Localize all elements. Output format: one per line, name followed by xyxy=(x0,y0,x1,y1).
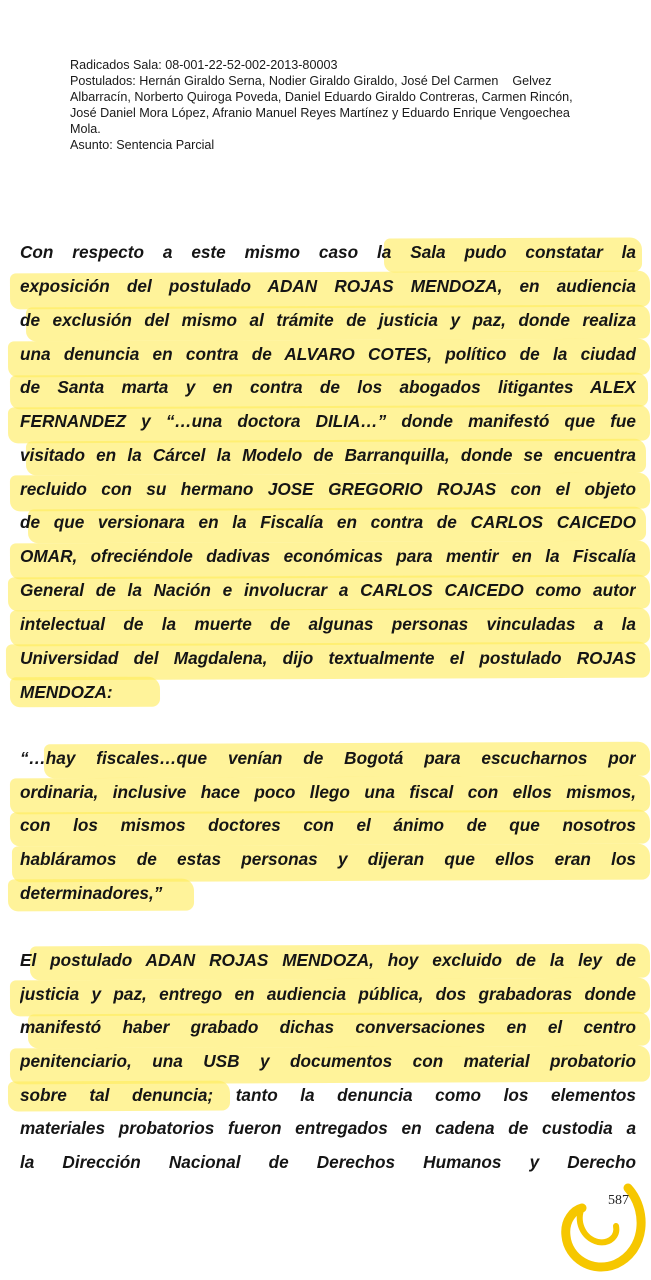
text-line: penitenciario, una USB y documentos con material probatorio xyxy=(20,1051,636,1071)
text-line: la Dirección Nacional de Derechos Humanos y Derecho xyxy=(20,1152,636,1172)
text-line: visitado en la Cárcel la Modelo de Barranquilla, donde se encuentra xyxy=(20,445,636,465)
text-line: determinadores,” xyxy=(20,883,163,903)
postulados-line: José Daniel Mora López, Afranio Manuel Reyes Martínez y Eduardo Enrique Vengoechea xyxy=(70,106,570,120)
text-line: de Santa marta y en contra de los abogados litigantes ALEX xyxy=(20,377,636,397)
text-line: habláramos de estas personas y dijeran que ellos eran los xyxy=(20,849,636,869)
text-line: sobre tal denuncia; tanto la denuncia como los elementos xyxy=(20,1085,636,1105)
swirl-logo-icon xyxy=(558,1180,650,1272)
page-number: 587 xyxy=(608,1193,629,1208)
text-line: justicia y paz, entrego en audiencia pública, dos grabadoras donde xyxy=(20,984,636,1004)
text-line: “…hay fiscales…que venían de Bogotá para escucharnos por xyxy=(20,748,636,768)
text-line: Universidad del Magdalena, dijo textualmente el postulado ROJAS xyxy=(20,648,636,668)
text-line: con los mismos doctores con el ánimo de que nosotros xyxy=(20,815,636,835)
asunto-line: Asunto: Sentencia Parcial xyxy=(70,138,215,152)
text-line: materiales probatorios fueron entregados en cadena de custodia a xyxy=(20,1118,636,1138)
text-line: MENDOZA: xyxy=(20,682,113,702)
text-line: recluido con su hermano JOSE GREGORIO ROJAS con el objeto xyxy=(20,479,636,499)
text-line: intelectual de la muerte de algunas personas vinculadas a la xyxy=(20,614,636,634)
text-line: ordinaria, inclusive hace poco llego una fiscal con ellos mismos, xyxy=(20,782,636,802)
postulados-line: Postulados: Hernán Giraldo Serna, Nodier Giraldo Giraldo, José Del Carmen Gelvez xyxy=(70,74,552,88)
text-line: de exclusión del mismo al trámite de justicia y paz, donde realiza xyxy=(20,310,636,330)
postulados-line: Mola. xyxy=(70,122,101,136)
text-line: una denuncia en contra de ALVARO COTES, político de la ciudad xyxy=(20,344,636,364)
text-line: General de la Nación e involucrar a CARLOS CAICEDO como autor xyxy=(20,580,636,600)
text-line: de que versionara en la Fiscalía en contra de CARLOS CAICEDO xyxy=(20,512,636,532)
text-line: manifestó haber grabado dichas conversaciones en el centro xyxy=(20,1017,636,1037)
text-line: Con respecto a este mismo caso la Sala pudo constatar la xyxy=(20,242,636,262)
text-line: exposición del postulado ADAN ROJAS MENDOZA, en audiencia xyxy=(20,276,636,296)
postulados-line: Albarracín, Norberto Quiroga Poveda, Daniel Eduardo Giraldo Contreras, Carmen Rincón, xyxy=(70,90,573,104)
radicados-line: Radicados Sala: 08-001-22-52-002-2013-80003 xyxy=(70,58,338,72)
text-line: FERNANDEZ y “…una doctora DILIA…” donde manifestó que fue xyxy=(20,411,636,431)
text-line: OMAR, ofreciéndole dadivas económicas para mentir en la Fiscalía xyxy=(20,546,636,566)
text-line: El postulado ADAN ROJAS MENDOZA, hoy excluido de la ley de xyxy=(20,950,636,970)
document-header xyxy=(70,57,636,153)
